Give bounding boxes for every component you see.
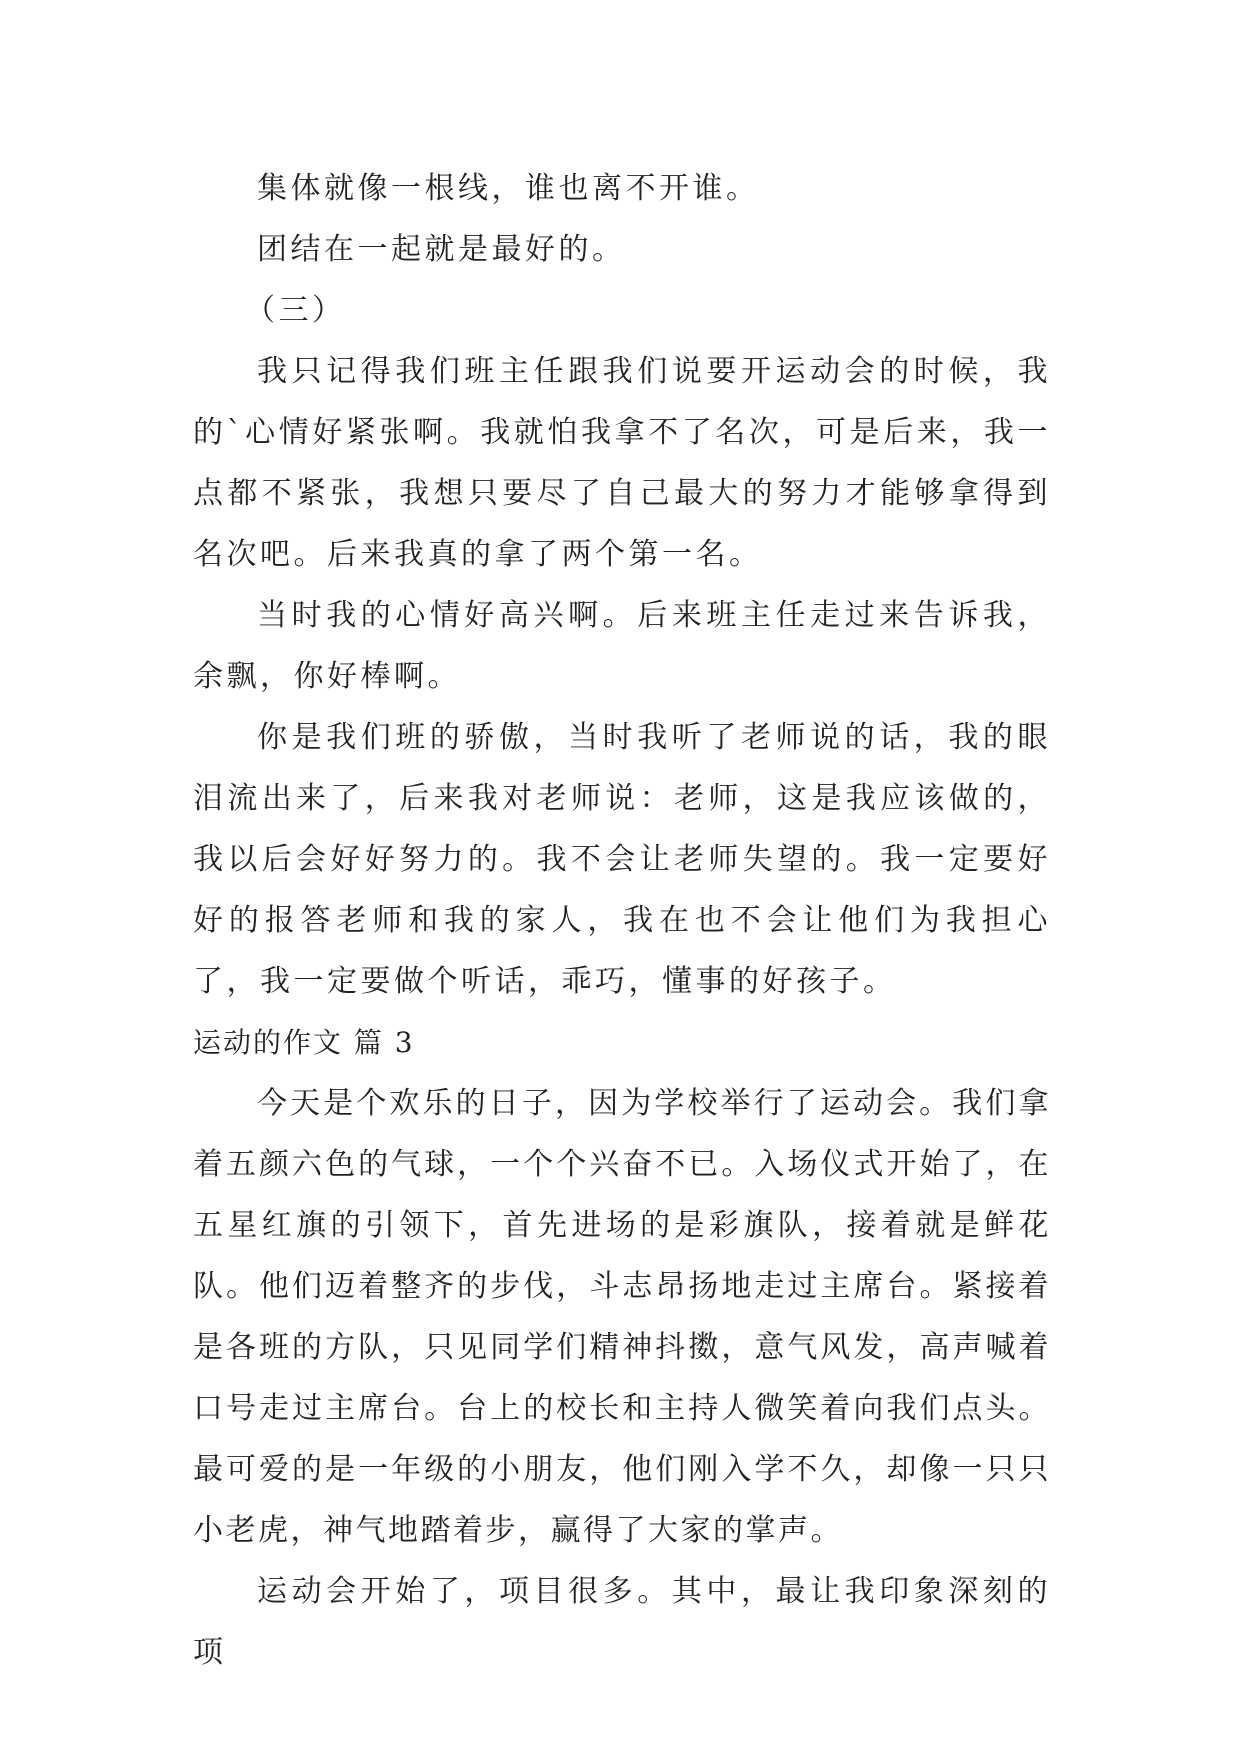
paragraph-unity: 团结在一起就是最好的。 [257, 232, 626, 267]
paragraph-opening-ceremony: 今天是个欢乐的日子，因为学校举行了运动会。我们拿着五颜六色的气球，一个个兴奋不已。入场仪式开始了，在五星红旗的引领下，首先进场的是彩旗队，接着就是鲜花队。他们迈着整齐的步伐，斗志昂扬地走过主席台。紧接着是各班的方队，只见同学们精神抖擞，意气风发，高声喊着口号走过主席台。台上的校长和主持人微笑着向我们点头。最可爱的是一年级的小朋友，他们刚入学不久，却像一只只小老虎，神气地踏着步，赢得了大家的掌声。 [193, 1086, 1051, 1548]
essay-heading: 运动的作文 篇 3 [193, 1026, 415, 1059]
paragraph-happy: 当时我的心情好高兴啊。后来班主任走过来告诉我，余飘，你好棒啊。 [193, 598, 1051, 694]
paragraph-events-start: 运动会开始了，项目很多。其中，最让我印象深刻的项 [193, 1574, 1051, 1670]
section-number: （三） [245, 293, 346, 328]
paragraph-collective: 集体就像一根线，谁也离不开谁。 [257, 171, 760, 206]
document-body [193, 158, 1051, 1683]
paragraph-teacher-praise: 你是我们班的骄傲，当时我听了老师说的话，我的眼泪流出来了，后来我对老师说：老师，这是我应该做的，我以后会好好努力的。我不会让老师失望的。我一定要好好的报答老师和我的家人，我在也不会让他们为我担心了，我一定要做个听话，乖巧，懂事的好孩子。 [193, 720, 1051, 999]
paragraph-sports-meet-nervous: 我只记得我们班主任跟我们说要开运动会的时候，我的`心情好紧张啊。我就怕我拿不了名次，可是后来，我一点都不紧张，我想只要尽了自己最大的努力才能够拿得到名次吧。后来我真的拿了两个第一名。 [193, 354, 1051, 572]
